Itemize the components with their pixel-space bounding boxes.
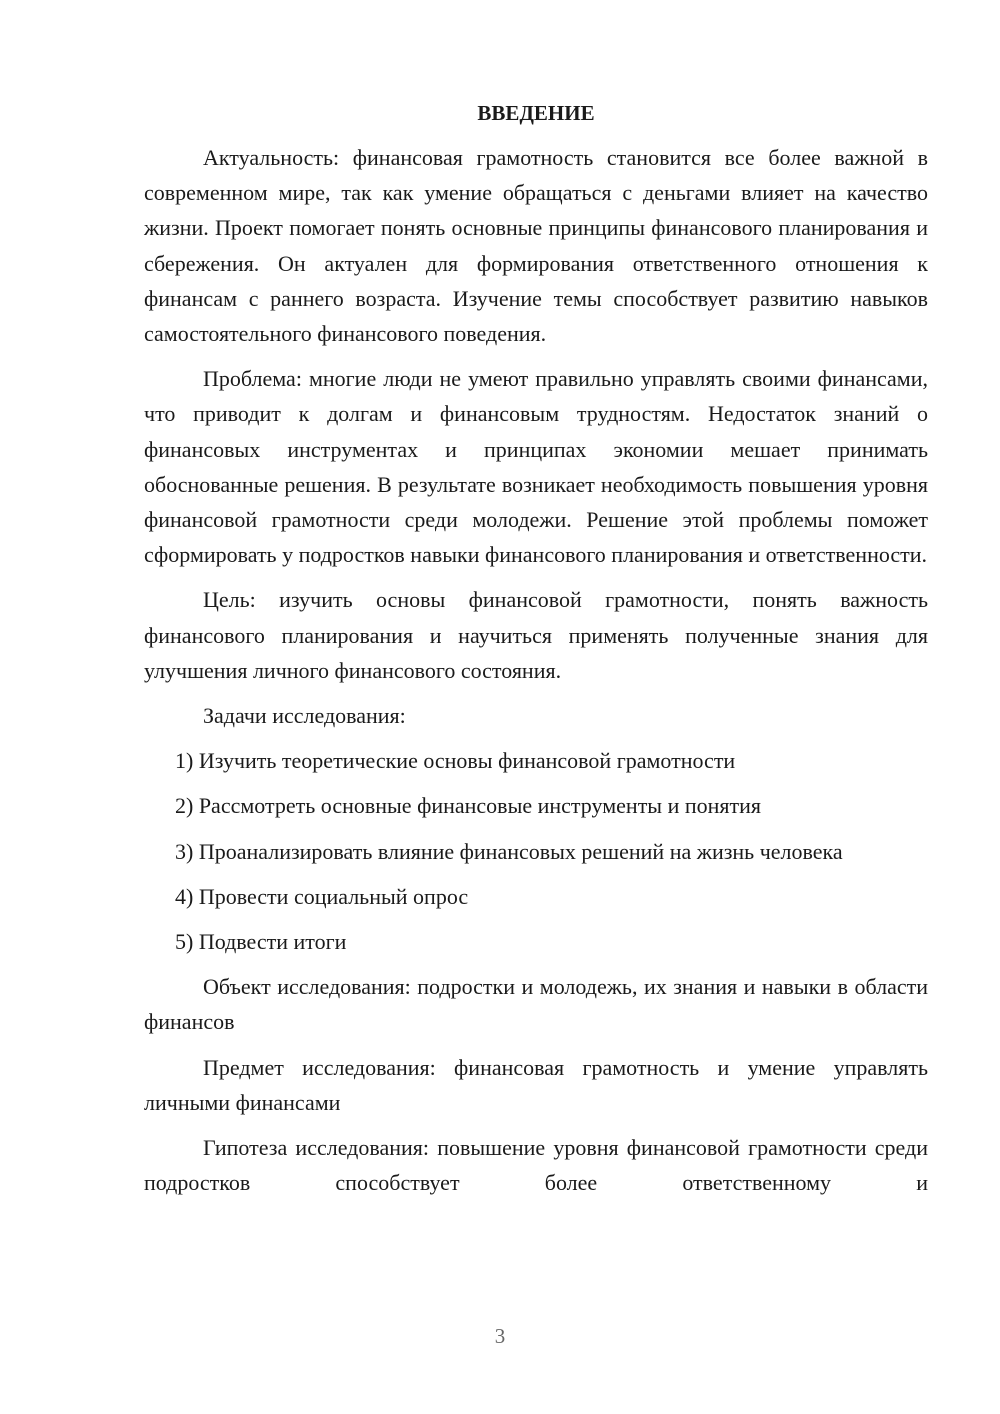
- paragraph-problem: Проблема: многие люди не умеют правильно управлять своими финансами, что приводит к долгам и финансовым трудностям. Недостаток знаний о финансовых инструментах и принципах экономии мешает принимать обоснованные решения. В результате возникает необходимость повышения уровня финансовой грамотности среди молодежи. Решение этой проблемы поможет сформировать у подростков навыки финансового планирования и ответственности.: [144, 366, 928, 568]
- task-item: 3) Проанализировать влияние финансовых решений на жизнь человека: [175, 838, 843, 864]
- task-item: 2) Рассмотреть основные финансовые инструменты и понятия: [175, 793, 762, 819]
- paragraph-object: Объект исследования: подростки и молодежь, их знания и навыки в области финансов: [144, 974, 928, 1035]
- paragraph-tasks-heading: Задачи исследования:: [203, 703, 406, 729]
- document-title: ВВЕДЕНИЕ: [477, 101, 595, 125]
- page-number: 3: [494, 1324, 506, 1348]
- document-page: [144, 96, 928, 1210]
- paragraph-goal: Цель: изучить основы финансовой грамотности, понять важность финансового планирования и научиться применять полученные знания для улучшения личного финансового состояния.: [144, 587, 928, 683]
- paragraph-relevance: Актуальность: финансовая грамотность становится все более важной в современном мире, так как умение обращаться с деньгами влияет на качество жизни. Проект помогает понять основные принципы финансового планирования и сбережения. Он актуален для формирования ответственного отношения к финансам с раннего возраста. Изучение темы способствует развитию навыков самостоятельного финансового поведения.: [144, 145, 928, 347]
- paragraph-subject: Предмет исследования: финансовая грамотность и умение управлять личными финансами: [144, 1054, 928, 1115]
- task-item: 4) Провести социальный опрос: [175, 883, 469, 909]
- paragraph-hypothesis: Гипотеза исследования: повышение уровня финансовой грамотности среди подростков способствует более ответственному и: [144, 1135, 928, 1196]
- task-item: 5) Подвести итоги: [175, 929, 347, 955]
- task-item: 1) Изучить теоретические основы финансовой грамотности: [175, 748, 736, 774]
